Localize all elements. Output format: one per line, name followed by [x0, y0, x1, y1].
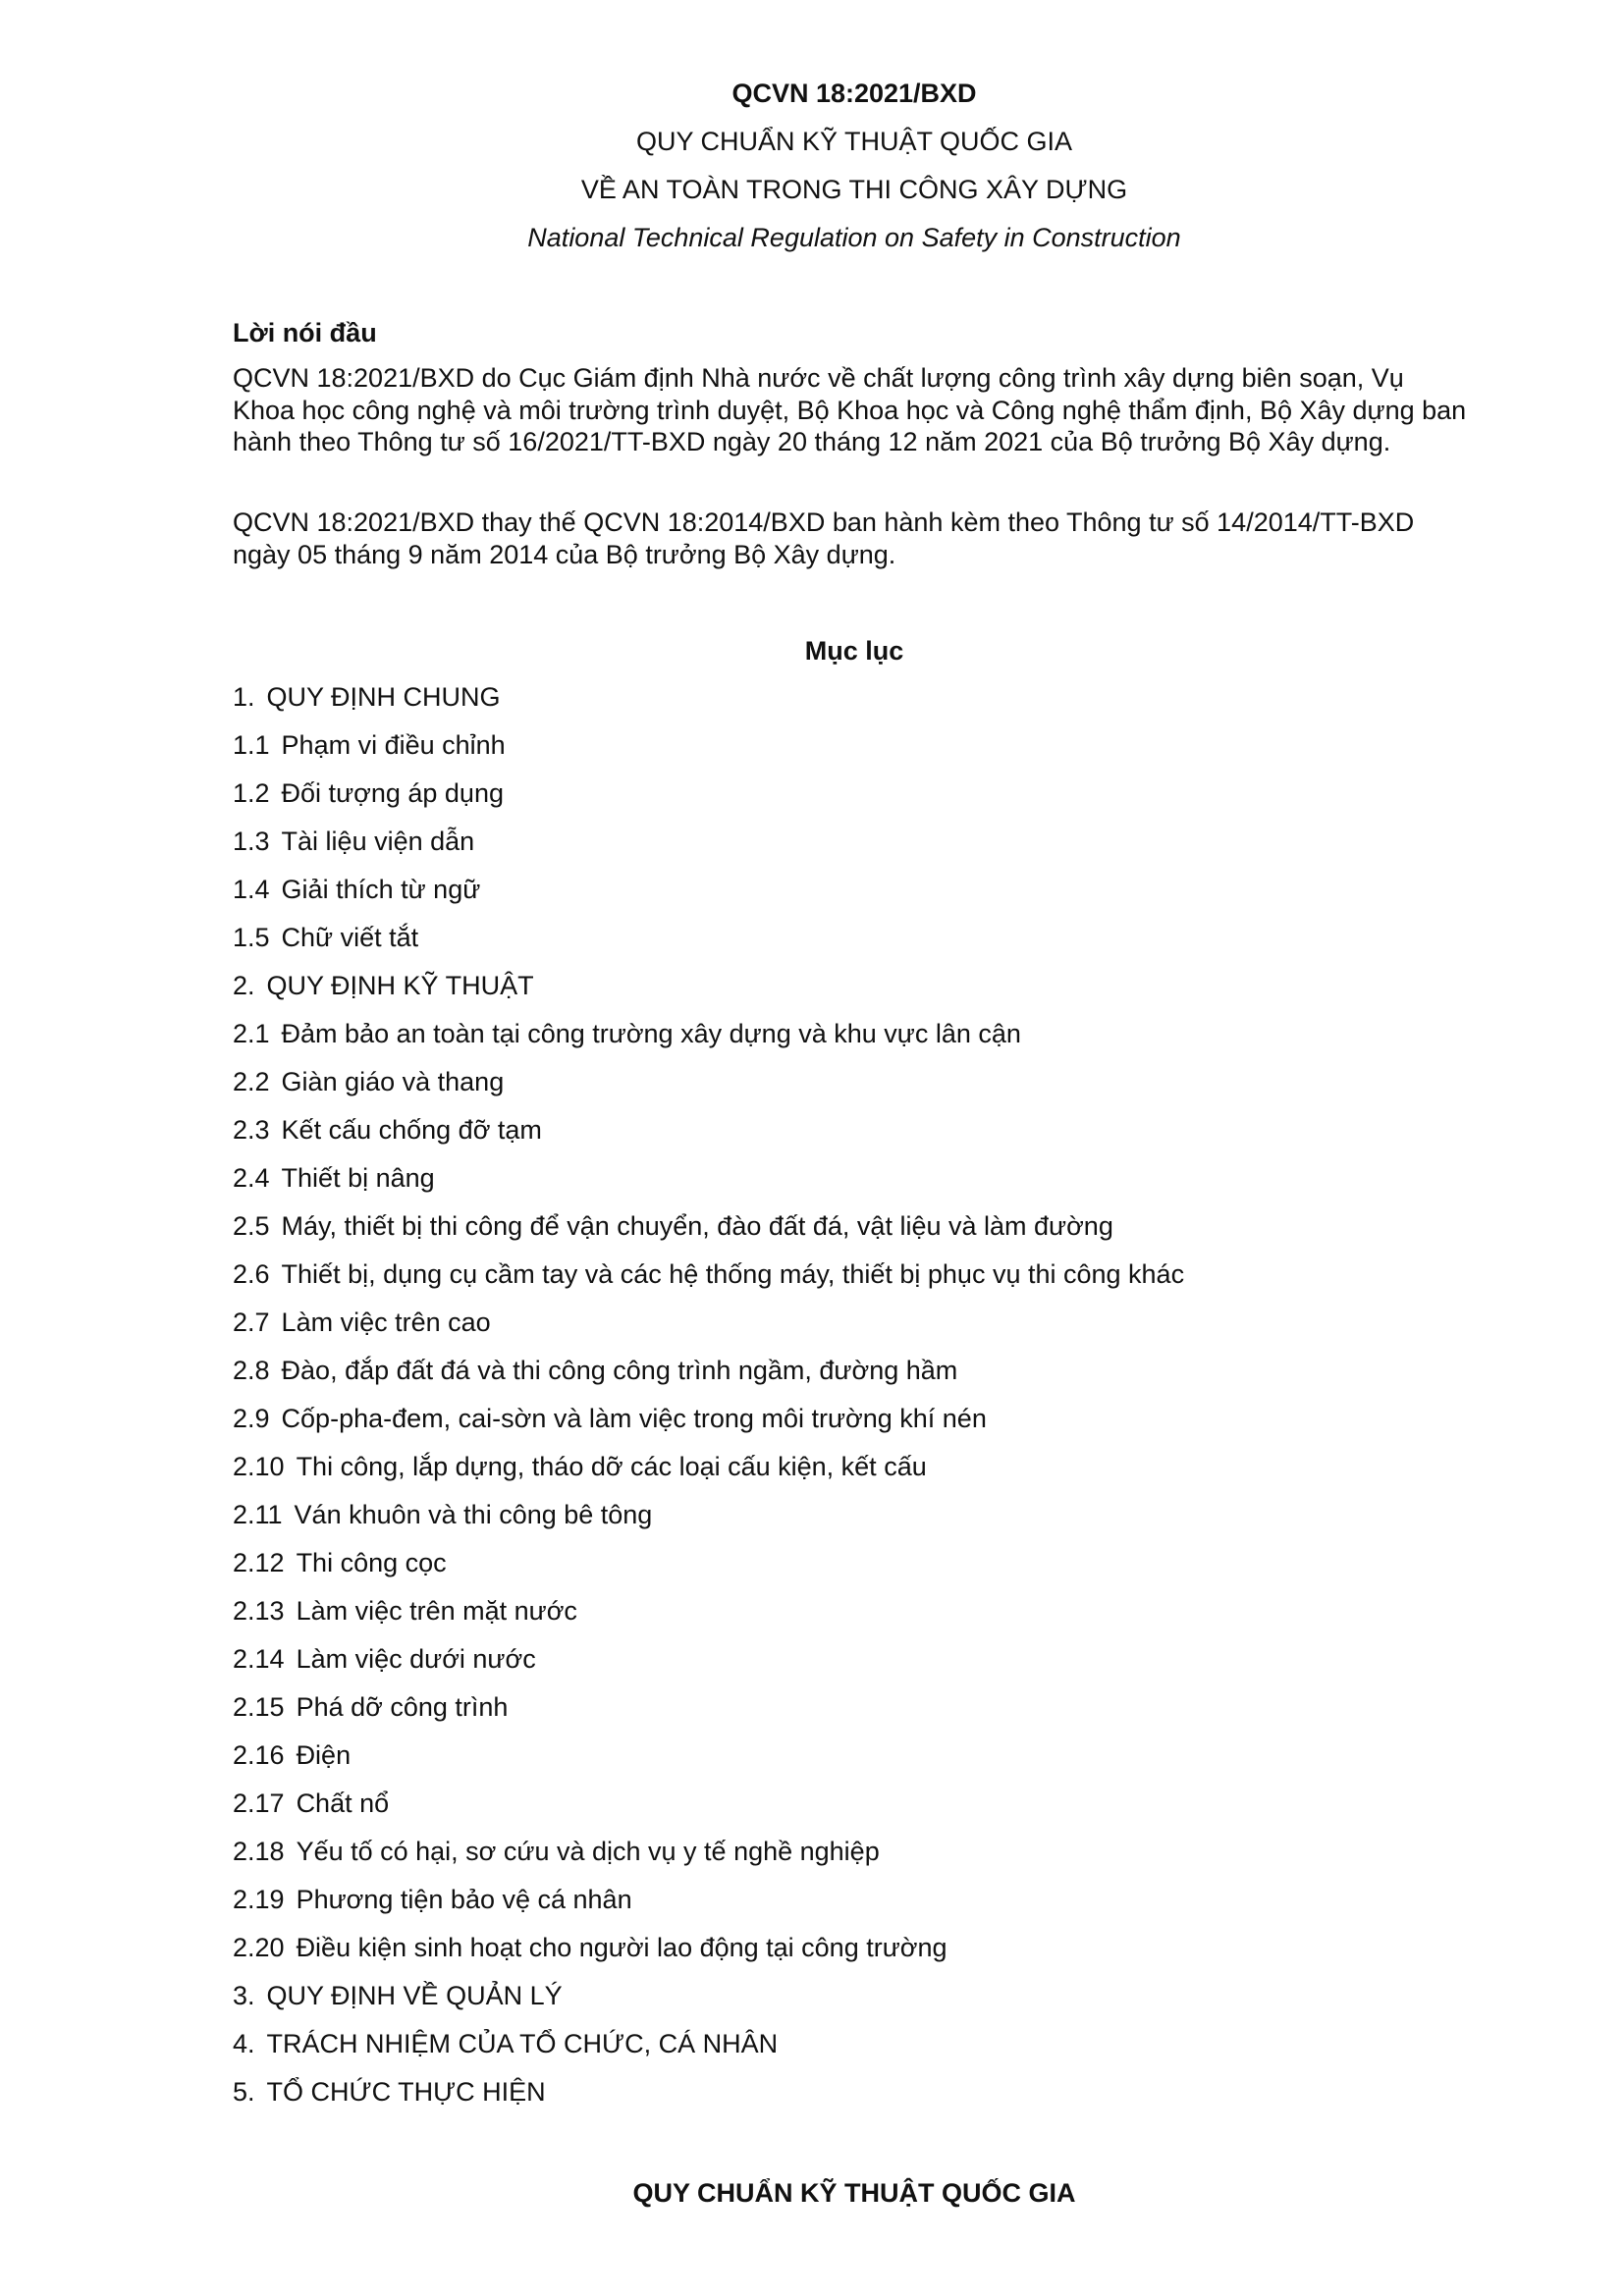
toc-item-number: 2.8: [233, 1356, 270, 1385]
toc-item-label: Làm việc trên cao: [281, 1308, 491, 1337]
toc-item-number: 2.20: [233, 1933, 285, 1962]
toc-item-number: 1.3: [233, 827, 270, 856]
toc-item-label: Thi công cọc: [296, 1548, 447, 1577]
toc-item[interactable]: [233, 1451, 1184, 1499]
toc-item-number: 2.19: [233, 1885, 285, 1914]
toc-item[interactable]: [233, 1162, 1184, 1210]
toc-item-label: Thiết bị, dụng cụ cầm tay và các hệ thống máy, thiết bị phục vụ thi công khác: [281, 1259, 1185, 1289]
toc-item-label: Cốp-pha-đem, cai-sờn và làm việc trong môi trường khí nén: [281, 1404, 987, 1433]
toc-item-number: 2.17: [233, 1789, 285, 1818]
toc-item-number: 5.: [233, 2077, 255, 2107]
toc-item-label: Tài liệu viện dẫn: [281, 827, 475, 856]
toc-item-number: 2.6: [233, 1259, 270, 1289]
toc-item-number: 2.12: [233, 1548, 285, 1577]
preface-paragraph-2: QCVN 18:2021/BXD thay thế QCVN 18:2014/BXD ban hành kèm theo Thông tư số 14/2014/TT-BXD ngày 05 tháng 9 năm 2014 của Bộ trưởng Bộ Xây dựng.: [233, 507, 1415, 569]
toc-item[interactable]: [233, 2076, 1184, 2124]
toc-item-number: 2.18: [233, 1837, 285, 1866]
toc-item-label: Máy, thiết bị thi công để vận chuyển, đào đất đá, vật liệu và làm đường: [281, 1211, 1113, 1241]
toc-item-number: 1.5: [233, 923, 270, 952]
toc-item[interactable]: [233, 1307, 1184, 1355]
toc-item[interactable]: [233, 1210, 1184, 1258]
toc-item-label: Làm việc dưới nước: [296, 1644, 536, 1674]
toc-item[interactable]: [233, 1691, 1184, 1739]
toc-item-label: Yếu tố có hại, sơ cứu và dịch vụ y tế nghề nghiệp: [296, 1837, 880, 1866]
toc-item[interactable]: [233, 826, 1184, 874]
toc-item-label: Điều kiện sinh hoạt cho người lao động tại công trường: [296, 1933, 947, 1962]
toc-item-label: Ván khuôn và thi công bê tông: [294, 1500, 653, 1529]
toc-item-number: 2.11: [233, 1500, 283, 1529]
toc-item-number: 2.16: [233, 1740, 285, 1770]
toc-item-label: QUY ĐỊNH KỸ THUẬT: [266, 971, 534, 1000]
toc-item[interactable]: [233, 874, 1184, 922]
toc-item[interactable]: [233, 970, 1184, 1018]
toc-item[interactable]: [233, 777, 1184, 826]
toc-item-label: Đảm bảo an toàn tại công trường xây dựng và khu vực lân cận: [281, 1019, 1021, 1048]
toc-item[interactable]: [233, 1643, 1184, 1691]
toc-item[interactable]: [233, 1114, 1184, 1162]
toc-item-number: 2.14: [233, 1644, 285, 1674]
toc-item[interactable]: [233, 1355, 1184, 1403]
toc-item-number: 1.: [233, 682, 255, 712]
document-code: QCVN 18:2021/BXD: [731, 79, 977, 108]
toc-item-number: 1.4: [233, 875, 270, 904]
toc-item[interactable]: [233, 922, 1184, 970]
toc-item-number: 2.3: [233, 1115, 270, 1145]
toc-item-number: 2.13: [233, 1596, 285, 1626]
toc-item-label: TRÁCH NHIỆM CỦA TỔ CHỨC, CÁ NHÂN: [266, 2029, 779, 2058]
toc-item[interactable]: [233, 1739, 1184, 1788]
toc-item[interactable]: [233, 1788, 1184, 1836]
toc-item[interactable]: [233, 1066, 1184, 1114]
toc-item-label: Phương tiện bảo vệ cá nhân: [296, 1885, 632, 1914]
toc-item-label: Phá dỡ công trình: [296, 1692, 509, 1722]
toc-item-number: 2.15: [233, 1692, 285, 1722]
toc-item-label: QUY ĐỊNH CHUNG: [266, 682, 501, 712]
document-title-line1: QUY CHUẨN KỸ THUẬT QUỐC GIA: [635, 127, 1073, 156]
toc-item[interactable]: [233, 1595, 1184, 1643]
toc-item-label: QUY ĐỊNH VỀ QUẢN LÝ: [266, 1981, 563, 2010]
toc-item[interactable]: [233, 1836, 1184, 1884]
toc-item[interactable]: [233, 681, 1184, 729]
toc-item-label: Làm việc trên mặt nước: [296, 1596, 577, 1626]
toc-item-label: Đối tượng áp dụng: [281, 778, 504, 808]
toc-item-number: 1.2: [233, 778, 270, 808]
toc-item-label: Thiết bị nâng: [281, 1163, 435, 1193]
toc-item-label: TỔ CHỨC THỰC HIỆN: [266, 2077, 546, 2107]
toc-item-number: 2.4: [233, 1163, 270, 1193]
toc-item-label: Giải thích từ ngữ: [281, 875, 481, 904]
document-title-line2: VỀ AN TOÀN TRONG THI CÔNG XÂY DỰNG: [580, 175, 1128, 204]
toc-item[interactable]: [233, 1884, 1184, 1932]
toc-item[interactable]: [233, 1403, 1184, 1451]
toc-item-number: 2.5: [233, 1211, 270, 1241]
toc-item-label: Thi công, lắp dựng, tháo dỡ các loại cấu kiện, kết cấu: [296, 1452, 927, 1481]
toc-item[interactable]: [233, 729, 1184, 777]
toc-item-label: Chữ viết tắt: [281, 923, 419, 952]
toc-item-number: 1.1: [233, 730, 270, 760]
section-title: QUY CHUẨN KỸ THUẬT QUỐC GIA: [632, 2178, 1076, 2208]
toc-item-label: Kết cấu chống đỡ tạm: [281, 1115, 542, 1145]
preface-heading: Lời nói đầu: [233, 318, 377, 347]
toc-item[interactable]: [233, 1258, 1184, 1307]
toc-item-label: Phạm vi điều chỉnh: [281, 730, 506, 760]
toc-item-label: Đào, đắp đất đá và thi công công trình ngầm, đường hầm: [281, 1356, 958, 1385]
toc-list: [233, 681, 1184, 2124]
toc-item-label: Điện: [296, 1740, 352, 1770]
toc-item-number: 2.1: [233, 1019, 270, 1048]
document-title-english: National Technical Regulation on Safety in Construction: [527, 223, 1181, 252]
preface-paragraph-1: QCVN 18:2021/BXD do Cục Giám định Nhà nước về chất lượng công trình xây dựng biên soạn, Vụ Khoa học công nghệ và môi trường trình duyệt, Bộ Khoa học và Công nghệ thẩm định, Bộ Xây dựng ban hành theo Thông tư số 16/2021/TT-BXD ngày 20 tháng 12 năm 2021 của Bộ trưởng Bộ Xây dựng.: [233, 363, 1467, 456]
toc-item-number: 3.: [233, 1981, 255, 2010]
toc-item[interactable]: [233, 1499, 1184, 1547]
toc-item[interactable]: [233, 1018, 1184, 1066]
toc-item-label: Chất nổ: [296, 1789, 390, 1818]
toc-item-number: 2.10: [233, 1452, 285, 1481]
toc-item[interactable]: [233, 1932, 1184, 1980]
toc-item[interactable]: [233, 1547, 1184, 1595]
toc-title: Mục lục: [804, 636, 904, 666]
toc-item-label: Giàn giáo và thang: [281, 1067, 505, 1096]
toc-item-number: 4.: [233, 2029, 255, 2058]
toc-item[interactable]: [233, 2028, 1184, 2076]
toc-item-number: 2.7: [233, 1308, 270, 1337]
toc-item-number: 2.2: [233, 1067, 270, 1096]
toc-item-number: 2.9: [233, 1404, 270, 1433]
toc-item[interactable]: [233, 1980, 1184, 2028]
toc-item-number: 2.: [233, 971, 255, 1000]
